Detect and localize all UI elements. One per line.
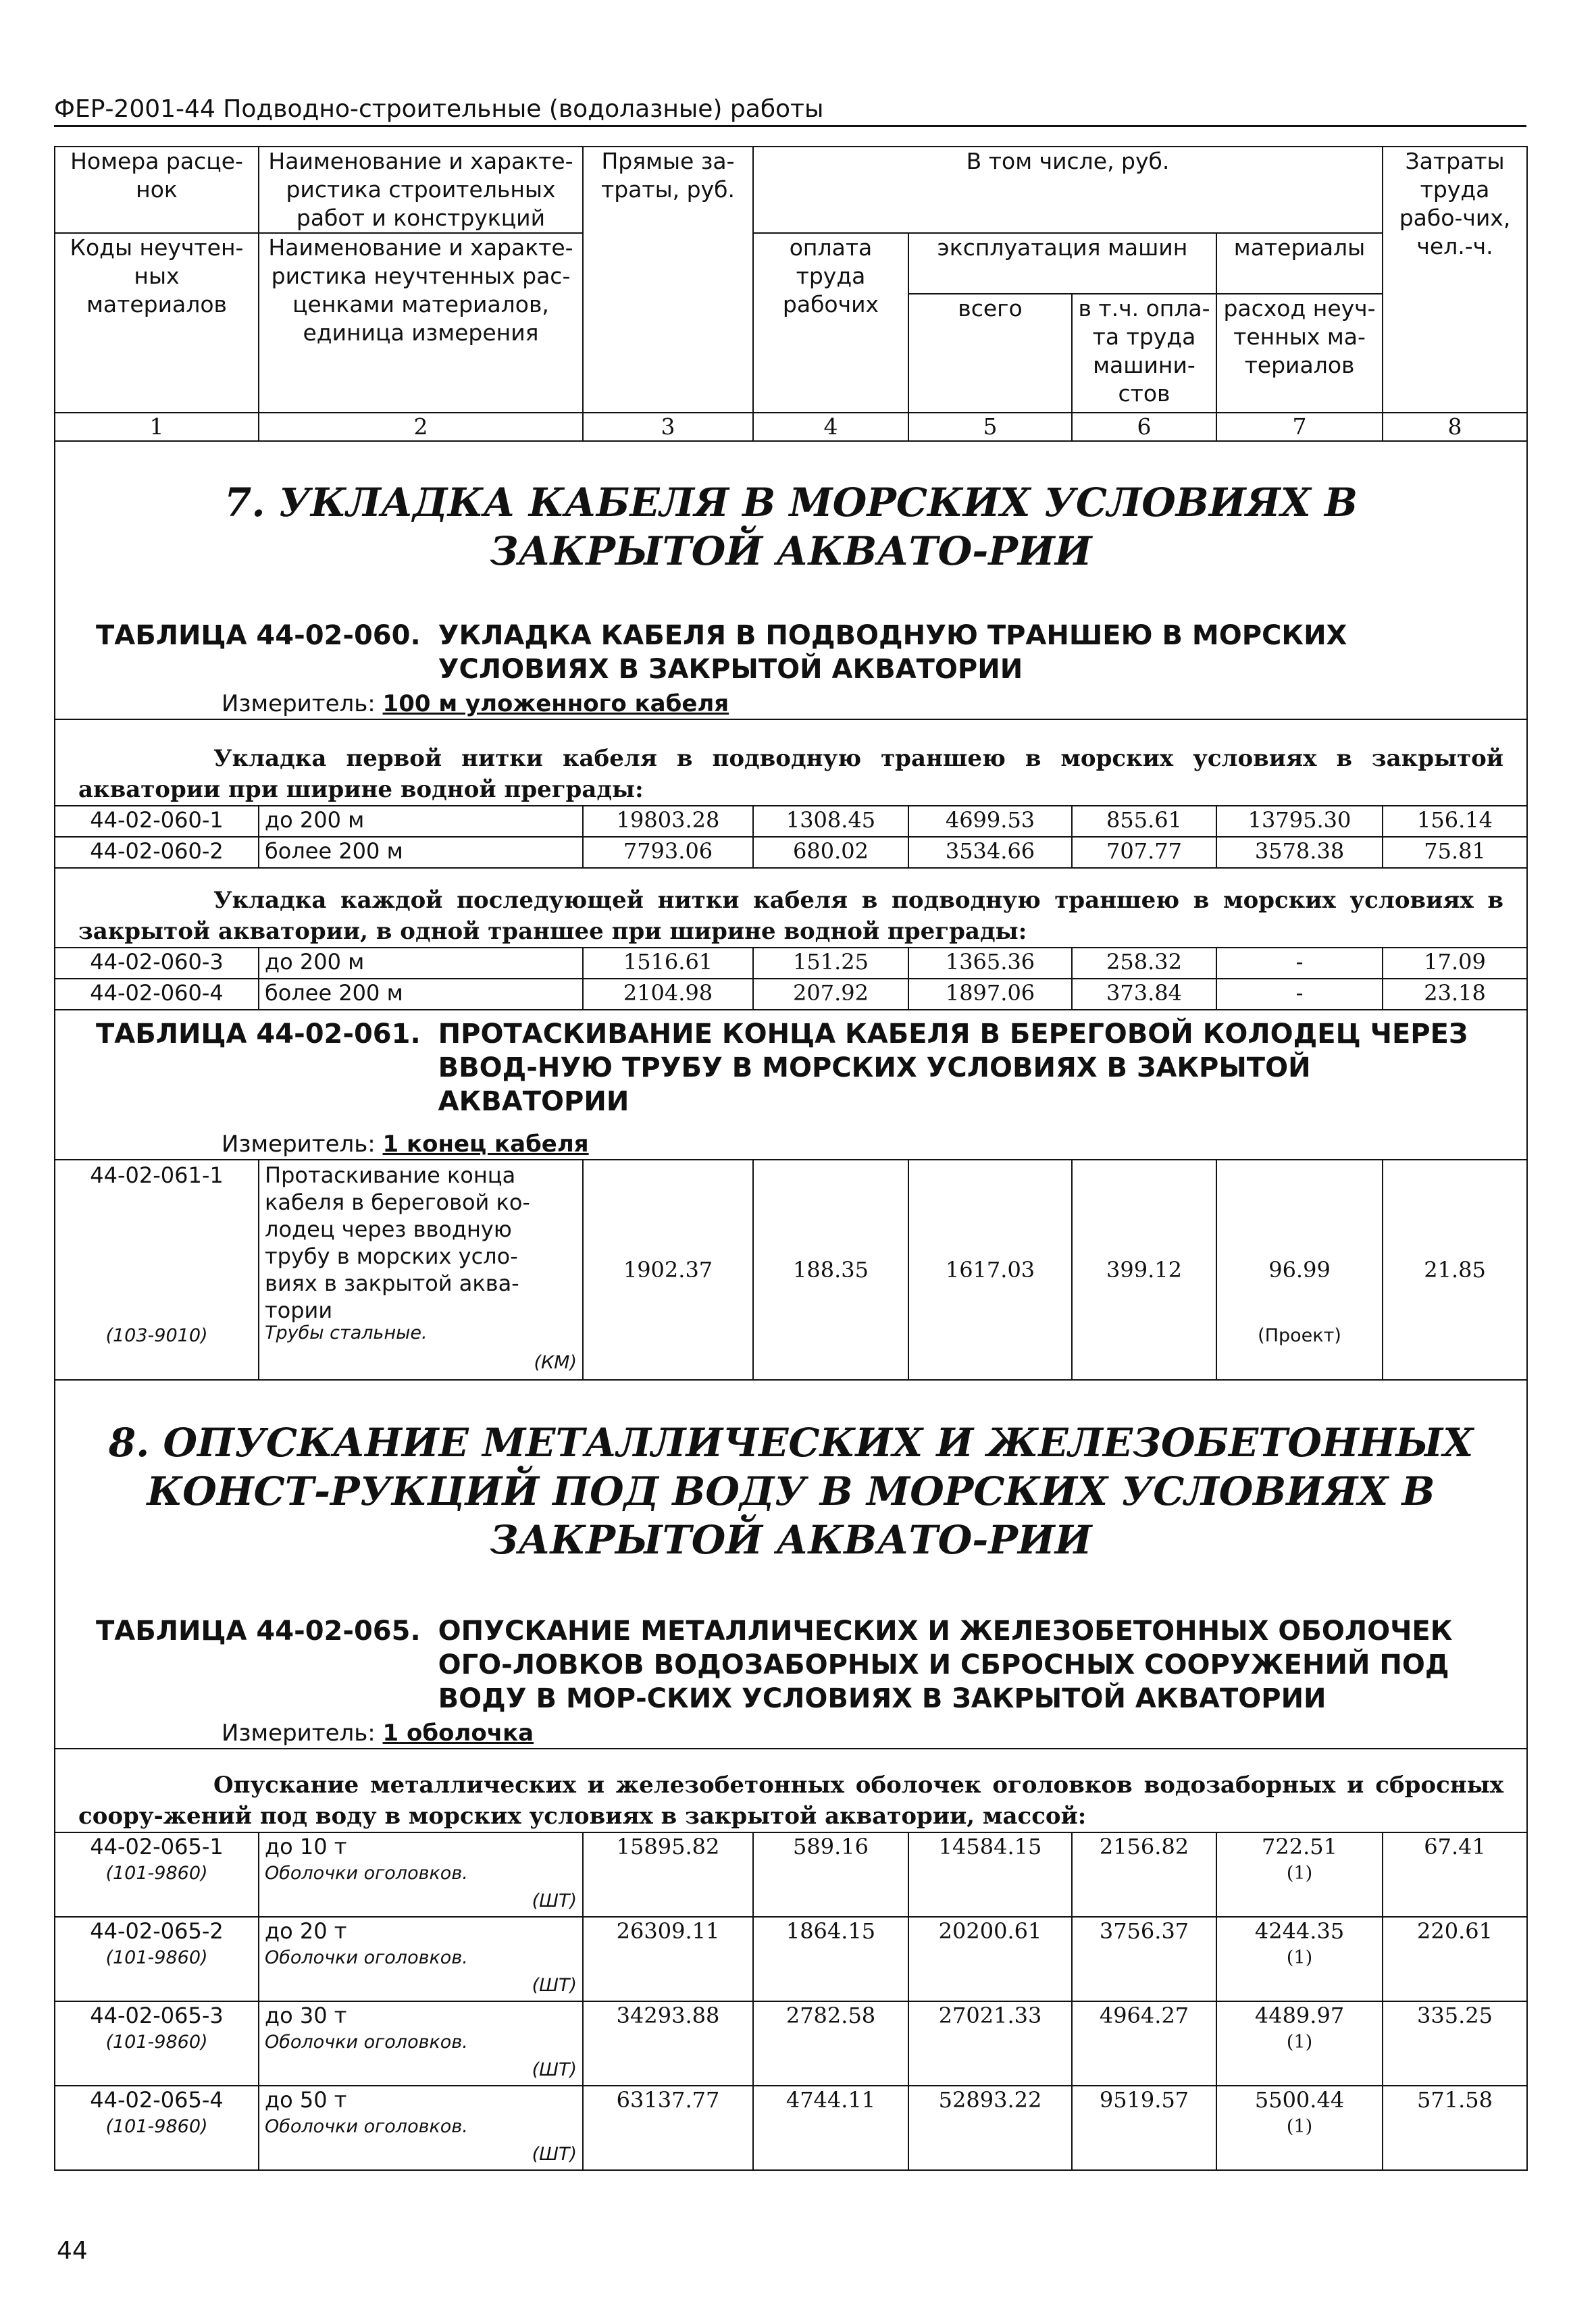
table-065-heading xyxy=(61,1605,1521,1716)
material-code: (101-9860) xyxy=(105,2116,208,2137)
rate-name: до 200 м xyxy=(259,948,583,979)
labor-cost: 151.25 xyxy=(753,948,908,979)
operators-cost: 3756.37 xyxy=(1072,1917,1216,2001)
labor-cost: 1308.45 xyxy=(753,806,908,837)
operators-cost: 855.61 xyxy=(1072,806,1216,837)
rate-name: до 10 т xyxy=(265,1834,347,1859)
material-name: Оболочки оголовков. xyxy=(265,2116,468,2137)
table-row xyxy=(55,1917,1527,2001)
material-code: (101-9860) xyxy=(105,1947,208,1968)
labor-cost: 2782.58 xyxy=(753,2001,908,2086)
col1-header-bottom: Коды неучтен-ных материалов xyxy=(55,233,259,413)
materials-cost: 3578.38 xyxy=(1216,837,1383,868)
column-number: 2 xyxy=(259,413,583,441)
rate-code: 44-02-065-4 xyxy=(90,2087,224,2113)
material-code: (101-9860) xyxy=(105,2032,208,2053)
table-row xyxy=(55,979,1527,1010)
col-group-header: В том числе, руб. xyxy=(753,147,1383,233)
column-number: 3 xyxy=(583,413,753,441)
table-row xyxy=(55,2086,1527,2170)
labor-hours: 220.61 xyxy=(1383,1917,1527,2001)
labor-cost: 207.92 xyxy=(753,979,908,1010)
table-row xyxy=(55,806,1527,837)
table-065-label: ТАБЛИЦА 44-02-065. xyxy=(96,1616,421,1647)
machines-cost: 52893.22 xyxy=(908,2086,1072,2170)
table-060-title: УКЛАДКА КАБЕЛЯ В ПОДВОДНУЮ ТРАНШЕЮ В МОРСКИХ УСЛОВИЯХ В ЗАКРЫТОЙ АКВАТОРИИ xyxy=(438,620,1347,685)
measure-prefix: Измеритель: xyxy=(222,1131,376,1158)
direct-cost: 1516.61 xyxy=(583,948,753,979)
material-name: Оболочки оголовков. xyxy=(265,1863,468,1884)
material-unit: (ШТ) xyxy=(532,2059,577,2080)
measure-unit: 1 оболочка xyxy=(382,1720,534,1747)
material-qty: (1) xyxy=(1286,2032,1313,2053)
direct-cost: 63137.77 xyxy=(583,2086,753,2170)
machines-group-header: эксплуатация машин xyxy=(908,233,1216,294)
col4-header: оплата труда рабочих xyxy=(753,233,908,413)
operators-cost: 707.77 xyxy=(1072,837,1216,868)
machines-cost: 14584.15 xyxy=(908,1832,1072,1917)
material-unit: (ШТ) xyxy=(532,2144,577,2165)
table-061-title: ПРОТАСКИВАНИЕ КОНЦА КАБЕЛЯ В БЕРЕГОВОЙ КОЛОДЕЦ ЧЕРЕЗ ВВОД-НУЮ ТРУБУ В МОРСКИХ УСЛОВИЯХ В ЗАКРЫТОЙ АКВАТОРИИ xyxy=(438,1019,1468,1117)
section-7-title: 7. УКЛАДКА КАБЕЛЯ В МОРСКИХ УСЛОВИЯХ В ЗАКРЫТОЙ АКВАТО-РИИ xyxy=(224,480,1358,574)
labor-cost: 589.16 xyxy=(753,1832,908,1917)
direct-cost: 15895.82 xyxy=(583,1832,753,1917)
rate-name: Протаскивание конца кабеля в береговой ко-лодец через вводную трубу в морских усло-виях в закрытой аква-тории xyxy=(265,1162,530,1323)
column-number: 6 xyxy=(1072,413,1216,441)
direct-cost: 26309.11 xyxy=(583,1917,753,2001)
measure-prefix: Измеритель: xyxy=(222,1720,376,1747)
material-qty: (1) xyxy=(1286,1947,1313,1968)
column-number: 5 xyxy=(908,413,1072,441)
rate-code: 44-02-065-1 xyxy=(90,1834,224,1859)
table-row xyxy=(55,948,1527,979)
labor-cost: 188.35 xyxy=(753,1160,908,1380)
column-number: 7 xyxy=(1216,413,1383,441)
table-065-title: ОПУСКАНИЕ МЕТАЛЛИЧЕСКИХ И ЖЕЛЕЗОБЕТОННЫХ ОБОЛОЧЕК ОГО-ЛОВКОВ ВОДОЗАБОРНЫХ И СБРОСНЫХ СООРУЖЕНИЙ ПОД ВОДУ В МОР-СКИХ УСЛОВИЯХ В ЗАКРЫТОЙ АКВАТОРИИ xyxy=(438,1616,1453,1714)
col2-header-bottom: Наименование и характе-ристика неучтенных рас-ценками материалов, единица измерения xyxy=(259,233,583,413)
machines-cost: 27021.33 xyxy=(908,2001,1072,2086)
table-060-heading xyxy=(61,609,1521,686)
rate-name: до 200 м xyxy=(259,806,583,837)
machines-cost: 20200.61 xyxy=(908,1917,1072,2001)
machines-cost: 4699.53 xyxy=(908,806,1072,837)
col3-header: Прямые за-траты, руб. xyxy=(583,147,753,413)
material-note: (Проект) xyxy=(1258,1325,1341,1346)
material-unit: (КМ) xyxy=(534,1352,577,1373)
col8-header: Затраты труда рабо-чих, чел.-ч. xyxy=(1383,147,1527,413)
labor-hours: 335.25 xyxy=(1383,2001,1527,2086)
rate-code: 44-02-061-1 xyxy=(90,1162,224,1188)
col5-header: всего xyxy=(908,294,1072,413)
rate-name: более 200 м xyxy=(259,837,583,868)
header-rule xyxy=(54,125,1526,127)
table-060-label: ТАБЛИЦА 44-02-060. xyxy=(96,620,421,651)
table-065-measure xyxy=(61,1716,1521,1748)
column-number: 1 xyxy=(55,413,259,441)
labor-hours: 75.81 xyxy=(1383,837,1527,868)
operators-cost: 258.32 xyxy=(1072,948,1216,979)
machines-cost: 1365.36 xyxy=(908,948,1072,979)
col7-header: расход неуч-тенных ма-териалов xyxy=(1216,294,1383,413)
material-code: (103-9010) xyxy=(105,1325,208,1346)
labor-hours: 17.09 xyxy=(1383,948,1527,979)
col1-header-top: Номера расце-нок xyxy=(55,147,259,233)
labor-hours: 156.14 xyxy=(1383,806,1527,837)
group-060-1-title: Укладка первой нитки кабеля в подводную траншею в морских условиях в закрытой акватории при ширине водной преграды: xyxy=(78,745,1504,803)
running-header: ФЕР-2001-44 Подводно-строительные (водолазные) работы xyxy=(54,95,824,123)
column-number: 8 xyxy=(1383,413,1527,441)
column-number: 4 xyxy=(753,413,908,441)
table-061-label: ТАБЛИЦА 44-02-061. xyxy=(96,1019,421,1050)
labor-cost: 680.02 xyxy=(753,837,908,868)
table-061-heading xyxy=(61,1010,1521,1119)
rate-code: 44-02-065-3 xyxy=(90,2003,224,2028)
col2-header-top: Наименование и характе-ристика строительных работ и конструкций xyxy=(259,147,583,233)
measure-unit: 100 м уложенного кабеля xyxy=(382,690,729,717)
rate-code: 44-02-060-3 xyxy=(55,948,259,979)
section-8-title: 8. ОПУСКАНИЕ МЕТАЛЛИЧЕСКИХ И ЖЕЛЕЗОБЕТОННЫХ КОНСТ-РУКЦИЙ ПОД ВОДУ В МОРСКИХ УСЛОВИЯХ В ЗАКРЫТОЙ АКВАТО-РИИ xyxy=(108,1420,1474,1563)
operators-cost: 2156.82 xyxy=(1072,1832,1216,1917)
labor-hours: 67.41 xyxy=(1383,1832,1527,1917)
table-row xyxy=(55,837,1527,868)
direct-cost: 1902.37 xyxy=(583,1160,753,1380)
material-qty: (1) xyxy=(1286,2116,1313,2137)
measure-unit: 1 конец кабеля xyxy=(382,1131,589,1158)
machines-cost: 3534.66 xyxy=(908,837,1072,868)
machines-cost: 1617.03 xyxy=(908,1160,1072,1380)
table-row xyxy=(55,1160,1527,1380)
measure-prefix: Измеритель: xyxy=(222,690,376,717)
materials-cost: 722.51 xyxy=(1262,1834,1337,1859)
direct-cost: 34293.88 xyxy=(583,2001,753,2086)
operators-cost: 4964.27 xyxy=(1072,2001,1216,2086)
operators-cost: 373.84 xyxy=(1072,979,1216,1010)
labor-hours: 571.58 xyxy=(1383,2086,1527,2170)
table-row xyxy=(55,2001,1527,2086)
rate-name: до 20 т xyxy=(265,1918,347,1944)
labor-cost: 1864.15 xyxy=(753,1917,908,2001)
labor-hours: 23.18 xyxy=(1383,979,1527,1010)
operators-cost: 399.12 xyxy=(1072,1160,1216,1380)
materials-cost: - xyxy=(1216,979,1383,1010)
operators-cost: 9519.57 xyxy=(1072,2086,1216,2170)
machines-cost: 1897.06 xyxy=(908,979,1072,1010)
direct-cost: 7793.06 xyxy=(583,837,753,868)
material-unit: (ШТ) xyxy=(532,1975,577,1996)
material-name: Оболочки оголовков. xyxy=(265,2032,468,2053)
material-name: Оболочки оголовков. xyxy=(265,1947,468,1968)
labor-hours: 21.85 xyxy=(1383,1160,1527,1380)
group-065-title: Опускание металлических и железобетонных оболочек оголовков водозаборных и сбросных соору-жений под воду в морских условиях в закрытой акватории, массой: xyxy=(78,1772,1504,1830)
materials-cost: 13795.30 xyxy=(1216,806,1383,837)
rate-code: 44-02-065-2 xyxy=(90,1918,224,1944)
material-name: Трубы стальные. xyxy=(265,1322,428,1343)
materials-group-header: материалы xyxy=(1216,233,1383,294)
group-060-2-title: Укладка каждой последующей нитки кабеля в подводную траншею в морских условиях в закрытой акватории, в одной траншее при ширине водной преграды: xyxy=(78,887,1504,945)
labor-cost: 4744.11 xyxy=(753,2086,908,2170)
rate-name: более 200 м xyxy=(259,979,583,1010)
table-061-measure xyxy=(61,1119,1521,1159)
material-unit: (ШТ) xyxy=(532,1891,577,1911)
page-number: 44 xyxy=(57,2237,88,2265)
rate-code: 44-02-060-2 xyxy=(55,837,259,868)
material-qty: (1) xyxy=(1286,1863,1313,1884)
rate-code: 44-02-060-4 xyxy=(55,979,259,1010)
rate-name: до 30 т xyxy=(265,2003,347,2028)
direct-cost: 19803.28 xyxy=(583,806,753,837)
materials-cost: - xyxy=(1216,948,1383,979)
materials-cost: 96.99 xyxy=(1268,1257,1331,1283)
direct-cost: 2104.98 xyxy=(583,979,753,1010)
rate-name: до 50 т xyxy=(265,2087,347,2113)
material-code: (101-9860) xyxy=(105,1863,208,1884)
materials-cost: 4244.35 xyxy=(1254,1918,1345,1944)
table-060-measure xyxy=(61,686,1521,719)
price-table xyxy=(54,146,1526,2165)
materials-cost: 4489.97 xyxy=(1254,2003,1345,2028)
rate-code: 44-02-060-1 xyxy=(55,806,259,837)
materials-cost: 5500.44 xyxy=(1254,2087,1345,2113)
col6-header: в т.ч. опла-та труда машини-стов xyxy=(1072,294,1216,413)
table-row xyxy=(55,1832,1527,1917)
